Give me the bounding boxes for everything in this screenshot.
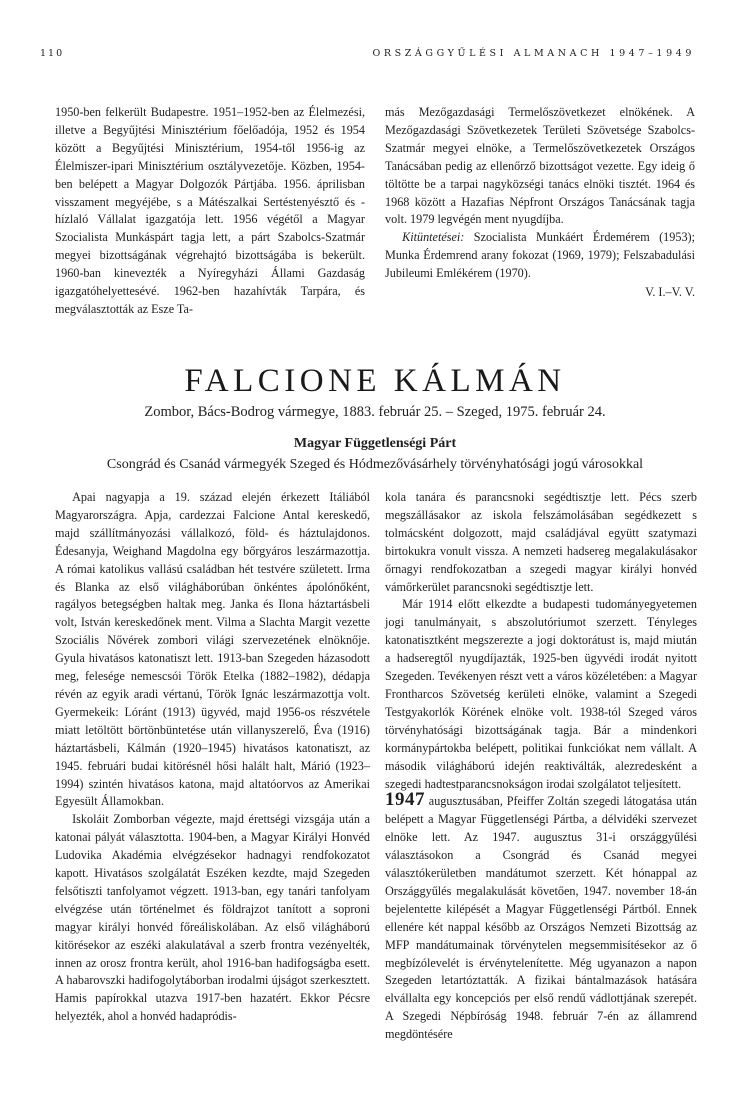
biography-paragraph-continued: kola tanára és parancsnoki segédtisztje lett. Pécs szerb megszállásakor az iskola felszámolásában segédkezett s tolmácsként dolgozott, majd családjával együtt szatymazi birtokukra vonult vissza. A nemzeti hadsereg megalakulásakor őrnagyi rendfokozatban a szegedi magyar királyi honvéd vámőrkerület parancsnoki segédtisztje lett. [385,490,697,594]
page-number: 110 [40,48,65,59]
biography-right-column [385,489,697,1044]
entry-heading [40,362,710,474]
previous-entry-right-column [385,104,695,302]
constituency: Csongrád és Csanád vármegyék Szeged és Hódmezővásárhely törvényhatósági jogú városokkal [106,457,644,472]
biography-paragraph: Már 1914 előtt elkezdte a budapesti tudományegyetemen jogi tanulmányait, s abszolutóriumot szerzett. Tényleges katonatisztként megszerezte a jogi doktorátust is, majd miután a hadseregtől nyugdíjazták, 1925-ben ügyvédi irodát nyitott Szegeden. Tevékenyen részt vett a város közéletében: a Magyar Frontharcos Szövetség kerületi elnöke, valamint a Szegedi Testgyakorlók Körének elnöke volt. 1938-tól Szeged város törvényhatósági bizottságának tagja. Bár a mindenkori kormánypártokba belépett, politikai funkciókat nem vállalt. A második világháború idején reaktiválták, alezredesként a szegedi hadtestparancsnokságon irodai szolgálatot teljesített. [385,597,697,791]
year-highlight: 1947 [385,789,425,811]
author-initials: V. I.–V. V. [645,285,695,300]
awards-text: Szocialista Munkáért Érdemérem (1953); Munka Érdemrend arany fokozat (1969, 1979); Felszabadulási Jubileumi Emlékérem (1970). [385,230,695,281]
running-title: ORSZÁGGYŰLÉSI ALMANACH 1947–1949 [372,48,695,59]
party-name: Magyar Függetlenségi Párt [293,436,457,451]
biography-paragraph: Apai nagyapja a 19. század elején érkezett Itáliából Magyarországra. Apja, cardezzai Falcione Antal kereskedő, majd szállítmányozási vállalkozó, föld- és háztulajdonos. Édesanyja, Weighand Magdolna egy bőrgyáros leszármazottja. A római katolikus vallású családban hét testvére született. Irma és Blanka az első világháborúban önkéntes ápolónőként, ragályos betegségben haltak meg. Janka és Ilona háztartásbeli volt, István kereskedőnek ment. Vilma a Slachta Margit vezette Szociális Nővérek zombori világi szervezetének elnöknője. Gyula hivatásos katonatiszt lett. 1913-ban Szegeden házasodott meg, felesége nemescsói Török Etelka (1882–1982), dédapja révén az egyik aradi vértanú, Török Ignác leszármazottja volt. Gyermekeik: Lóránt (1913) ügyvéd, majd 1956-os részvétele miatt letöltött börtönbüntetése után villanyszerelő, Éva (1916) háztartásbeli, Kálmán (1920–1945) hivatásos katonatiszt, az 1945. februári budai kitörésnél hősi halált halt, Márió (1923–1994) szintén hivatásos katona, majd altatóorvos az Amerikai Egyesült Államokban. [55,490,370,809]
previous-entry-awards [385,229,695,283]
biography-paragraph-1947 [385,789,697,1044]
awards-label: Kitüntetései: [402,230,465,245]
biography-text-1947: augusztusában, Pfeiffer Zoltán szegedi látogatása után belépett a Magyar Függetlenségi Pártba, a délvidéki szervezet elnöke lett. Az 1947. augusztus 31-i országgyűlési választásokon a Csongrád és Csanád megyei választókerületben mandátumot szerzett. Két hónappal az Országgyűlés megalakulását követően, 1947. november 18-án bejelentette kilépését a Magyar Függetlenségi Pártból. Ennek ellenére két nappal később az Országos Nemzeti Bizottság az MFP mandátumainak törvénytelen megsemmisítésekor az ő megbízólevelét is érvénytelenítette. Még ugyanazon a napon Szegeden letartóztatták. A fizikai bántalmazások hatására elvállalta egy koncepciós per első rendű vádlottjának szerepét. A Szegedi Népbíróság 1948. február 7-én az államrend megdöntésére [385,794,697,1042]
birth-death-line: Zombor, Bács-Bodrog vármegye, 1883. február 25. – Szeged, 1975. február 24. [144,404,606,420]
running-header [40,48,695,62]
previous-entry-left-column [55,104,365,319]
entry-name: FALCIONE KÁLMÁN [184,363,566,399]
previous-entry-paragraph: 1950-ben felkerült Budapestre. 1951–1952-ben az Élelmezési, illetve a Begyűjtési Minisztérium főelőadója, 1952 és 1954 között a Begyűjtési Minisztérium, 1954-től 1956-ig az Élelmiszer-ipari Minisztérium osztályvezetője. Közben, 1954-ben belépett a Magyar Dolgozók Pártjába. 1956. áprilisban visszament megyéjébe, s a Mátészalkai Sertéstenyésztő és -hízlaló Vállalat igazgatója lett. 1956 végétől a Magyar Szocialista Munkáspárt tagja lett, a párt Szabolcs-Szatmár megyei bizottságának végrehajtó bizottságába is bekerült. 1960-ban kinevezték a Nyíregyházi Állami Gazdaság igazgatóhelyettesévé. 1962-ben hazahívták Tarpára, és megválasztották az Esze Ta- [55,105,365,316]
previous-entry-paragraph-continued: más Mezőgazdasági Termelőszövetkezet elnökének. A Mezőgazdasági Szövetkezetek Területi Szövetsége Szabolcs-Szatmár megyei elnöke, a Termelőszövetkezetek Országos Tanácsában pedig az ellenőrző bizottságot vezette. Egy ideig ő töltötte be a tarpai nagyközségi tanács elnöki tisztét. 1964 és 1968 között a Hazafias Népfront Országos Tanácsának tagja volt. 1979 legvégén ment nyugdíjba. [385,105,695,227]
biography-paragraph: Iskoláit Zomborban végezte, majd érettségi vizsgája után a katonai pályát választotta. 1904-ben, a Magyar Királyi Honvéd Ludovika Akadémia elvégzésekor hadnagyi rendfokozatot kapott. Hivatásos szolgálatát Eszéken kezdte, majd Szegeden felsőtiszti tanfolyamot végzett. 1913-ban, egy tanári tanfolyam elvégzése után történelmet és földrajzot tanított a soproni magyar királyi honvéd főreáliskolában. Az első világháború kitörésekor az eszéki alakulatával a szerb frontra vezényelték, innen az orosz frontra került, ahol 1916-ban hadifogságba esett. A habarovszki hadifogolytáborban irodalmi újságot szerkesztett. Hamis papírokkal utazva 1917-ben hazatért. Ekkor Pécsre helyezték, ahol a honvéd hadapródis- [55,812,370,1024]
biography-left-column [55,489,370,1026]
